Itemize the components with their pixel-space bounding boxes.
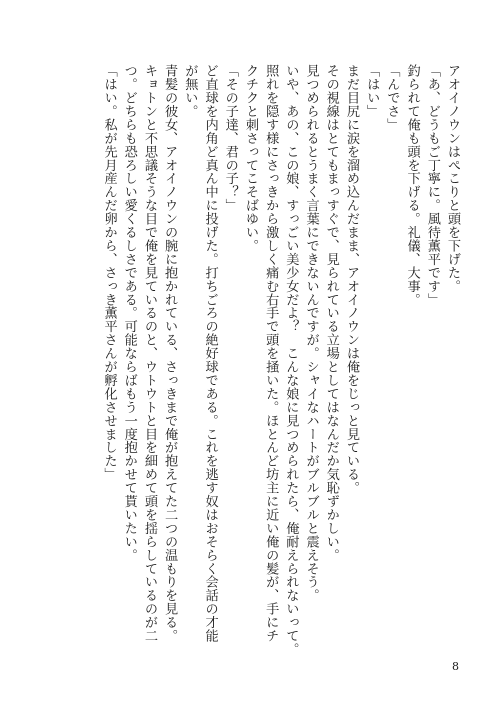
text-line-4: 「んでさ」 (384, 64, 400, 132)
text-line-6: まだ目尻に涙を溜め込んだまま、アオイノウンは俺をじっと見ている。 (343, 64, 359, 495)
text-line-5: 「はい」 (364, 64, 380, 118)
text-line-7: その視線はとてもまっすぐで、見られている立場としてはなんだか気恥ずかしい。 (323, 64, 339, 562)
text-line-17: つ。どちらも恐ろしい愛くるしさである。可能ならばもう一度抱かせて貰いたい。 (121, 64, 137, 562)
text-line-9: いや、あの、この娘、すっごい美少女だよ？ こんな娘に見つめられたら、俺耐えられないって。 (283, 64, 299, 656)
page-number: 8 (452, 660, 459, 673)
text-line-11: クチクと刺さってこそばゆい。 (242, 64, 258, 253)
text-line-13: ど直球を内角ど真ん中に投げた。打ちごろの絶好球である。これを逃す奴はおそらく会話の才能 (202, 64, 218, 643)
text-line-12: 「その子達、君の子？」 (222, 64, 238, 212)
text-line-18: 「はい。私が先月産んだ卵から、さっき薫平さんが孵化させました」 (101, 64, 117, 481)
vertical-text-block (98, 64, 462, 664)
text-line-14: が無い。 (182, 64, 198, 118)
text-line-16: キョトンと不思議そうな目で俺を見ているのと、ウトウトと目を細めて頭を揺らしているのが二 (141, 64, 157, 643)
text-line-2: 「あ、どうもご丁寧に。風待薫平です」 (424, 64, 440, 307)
text-line-3: 釣られて俺も頭を下げる。礼儀、大事。 (404, 64, 420, 307)
text-line-8: 見つめられるとうまく言葉にできないんですが。シャイなハートがブルブルと震えそう。 (303, 64, 319, 602)
text-line-1: アオイノウンはぺこりと頭を下げた。 (445, 64, 460, 293)
text-line-15: 青髪の彼女、アオイノウンの腕に抱かれている、さっきまで俺が抱えてた二つの温もりを見る。 (162, 64, 178, 643)
text-line-10: 照れを隠す様にさっきから激しく痛む右手で頭を掻いた。ほとんど坊主に近い俺の髪が、手にチ (263, 64, 279, 643)
